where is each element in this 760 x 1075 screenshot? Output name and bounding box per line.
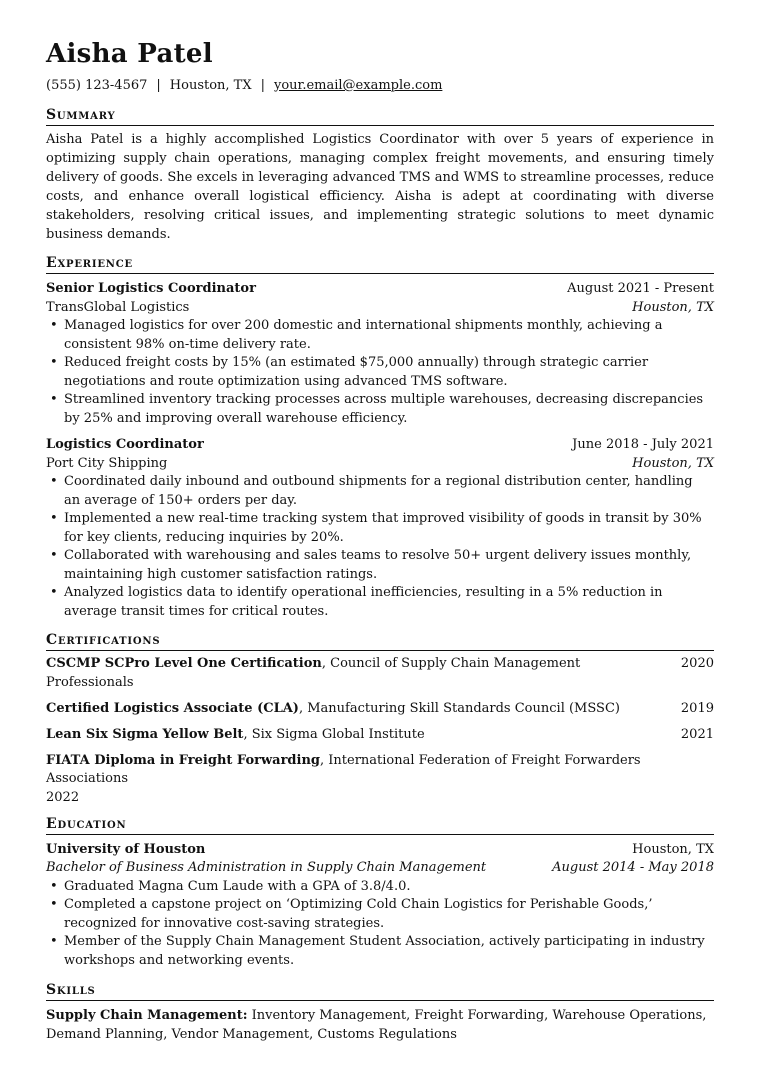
job-location: Houston, TX: [632, 455, 714, 471]
list-item: [46, 317, 714, 354]
certification-year: 2021: [680, 726, 714, 742]
certifications-section: [46, 631, 714, 807]
skills-section: [46, 981, 714, 1044]
experience-section: [46, 254, 714, 621]
bullet-text: Analyzed logistics data to identify operational inefficiencies, resulting in a 5% reduction in average transit times for critical routes.: [64, 585, 663, 619]
job-bullets: [46, 473, 714, 621]
certification-org: , Manufacturing Skill Standards Council (MSSC): [298, 700, 620, 716]
bullet-icon: •: [50, 585, 58, 600]
school-name: University of Houston: [46, 841, 206, 857]
job-dates: August 2021 - Present: [567, 281, 714, 296]
list-item: [46, 547, 714, 584]
certification-list: [46, 655, 714, 807]
list-item: [46, 391, 714, 428]
certification-year: 2022: [46, 789, 80, 805]
list-item: [46, 354, 714, 391]
bullet-icon: •: [50, 355, 58, 370]
bullet-text: Coordinated daily inbound and outbound shipments for a regional distribution center, handling an average of 150+ orders per day.: [64, 474, 693, 508]
education-header: [46, 841, 714, 860]
resume-page: [46, 38, 714, 1044]
education-section: [46, 815, 714, 971]
summary-section: [46, 106, 714, 244]
section-title-summary: Summary: [46, 106, 714, 126]
degree-name: Bachelor of Business Administration in Supply Chain Management: [46, 860, 487, 875]
bullet-icon: •: [50, 548, 58, 563]
candidate-name: Aisha Patel: [46, 39, 213, 69]
bullet-icon: •: [50, 318, 58, 333]
job-company: Port City Shipping: [46, 455, 168, 471]
bullet-text: Managed logistics for over 200 domestic and international shipments monthly, achieving a consistent 98% on-time delivery rate.: [64, 318, 663, 352]
education-dates: August 2014 - May 2018: [552, 860, 714, 875]
job-role: Senior Logistics Coordinator: [46, 281, 256, 296]
list-item: [46, 878, 714, 897]
bullet-text: Completed a capstone project on ‘Optimizing Cold Chain Logistics for Perishable Goods,’ recognized for innovative cost-saving strategies.: [64, 897, 653, 931]
bullet-text: Implemented a new real-time tracking system that improved visibility of goods in transit by 30% for key clients, reducing inquiries by 20%.: [64, 511, 702, 545]
certification-text: [46, 655, 669, 692]
school-location: Houston, TX: [632, 841, 714, 857]
email-link[interactable]: your.email@example.com: [274, 78, 443, 93]
job-entry: [46, 280, 714, 428]
section-title-certifications: Certifications: [46, 631, 714, 651]
list-item: [46, 896, 714, 933]
certification-year: 2020: [680, 656, 714, 671]
bullet-text: Reduced freight costs by 15% (an estimated $75,000 annually) through strategic carrier negotiations and route optimization using advanced TMS software.: [64, 355, 649, 389]
skills-list: Inventory Management, Freight Forwarding, Warehouse Operations, Demand Planning, Vendor Management, Customs Regulations: [46, 1008, 707, 1042]
list-item: [46, 473, 714, 510]
phone-number: (555) 123-4567: [46, 78, 148, 93]
list-item: [46, 584, 714, 621]
summary-text: Aisha Patel is a highly accomplished Logistics Coordinator with over 5 years of experience in optimizing supply chain operations, managing complex freight movements, and ensuring timely delivery of goods. She excels in leveraging advanced TMS and WMS to streamline processes, reduce costs, and enhance overall logistical efficiency. Aisha is adept at coordinating with diverse stakeholders, resolving critical issues, and implementing strategic solutions to meet dynamic business demands.: [46, 132, 714, 242]
job-company: TransGlobal Logistics: [46, 299, 190, 315]
job-entry: [46, 436, 714, 621]
education-subheader: [46, 859, 714, 878]
bullet-icon: •: [50, 878, 58, 894]
job-bullets: [46, 317, 714, 428]
certification-org: , Council of Supply Chain Management Professionals: [46, 656, 581, 690]
bullet-text: Collaborated with warehousing and sales teams to resolve 50+ urgent delivery issues monthly, maintaining high customer satisfaction ratings.: [64, 548, 692, 582]
education-bullets: [46, 878, 714, 971]
certification-text: [46, 700, 620, 719]
job-header: [46, 436, 714, 455]
certification-item: [46, 700, 714, 719]
job-subheader: [46, 455, 714, 474]
certification-item: [46, 655, 714, 692]
job-header: [46, 280, 714, 299]
certification-item: [46, 752, 714, 808]
bullet-icon: •: [50, 934, 58, 949]
certification-year: 2019: [680, 700, 714, 716]
contact-separator: |: [156, 78, 161, 93]
certification-name: CSCMP SCPro Level One Certification: [46, 656, 322, 671]
contact-line: [46, 78, 714, 94]
certification-name: FIATA Diploma in Freight Forwarding: [46, 752, 320, 768]
contact-separator: |: [260, 78, 265, 93]
certification-text: [46, 726, 425, 745]
job-location: Houston, TX: [632, 299, 714, 315]
section-title-skills: Skills: [46, 981, 714, 1001]
skills-text: [46, 1007, 714, 1044]
education-entry: [46, 841, 714, 971]
list-item: [46, 933, 714, 970]
certification-item: [46, 726, 714, 745]
bullet-icon: •: [50, 474, 58, 489]
certification-org: , International Federation of Freight Forwarders Associations: [46, 752, 641, 786]
job-subheader: [46, 299, 714, 318]
bullet-icon: •: [50, 392, 58, 407]
certification-org: , Six Sigma Global Institute: [243, 726, 425, 742]
section-title-experience: Experience: [46, 254, 714, 274]
section-title-education: Education: [46, 815, 714, 835]
bullet-icon: •: [50, 897, 58, 912]
job-dates: June 2018 - July 2021: [572, 437, 714, 452]
job-role: Logistics Coordinator: [46, 437, 204, 452]
bullet-text: Streamlined inventory tracking processes across multiple warehouses, decreasing discrepancies by 25% and improving overall warehouse efficiency.: [64, 392, 704, 426]
bullet-text: Member of the Supply Chain Management Student Association, actively participating in industry workshops and networking events.: [64, 934, 705, 968]
list-item: [46, 510, 714, 547]
bullet-text: Graduated Magna Cum Laude with a GPA of 3.8/4.0.: [64, 878, 411, 894]
skills-category: Supply Chain Management:: [46, 1008, 248, 1023]
bullet-icon: •: [50, 511, 58, 526]
certification-name: Lean Six Sigma Yellow Belt: [46, 726, 244, 742]
location-text: Houston, TX: [169, 78, 252, 93]
certification-name: Certified Logistics Associate (CLA): [46, 700, 299, 716]
